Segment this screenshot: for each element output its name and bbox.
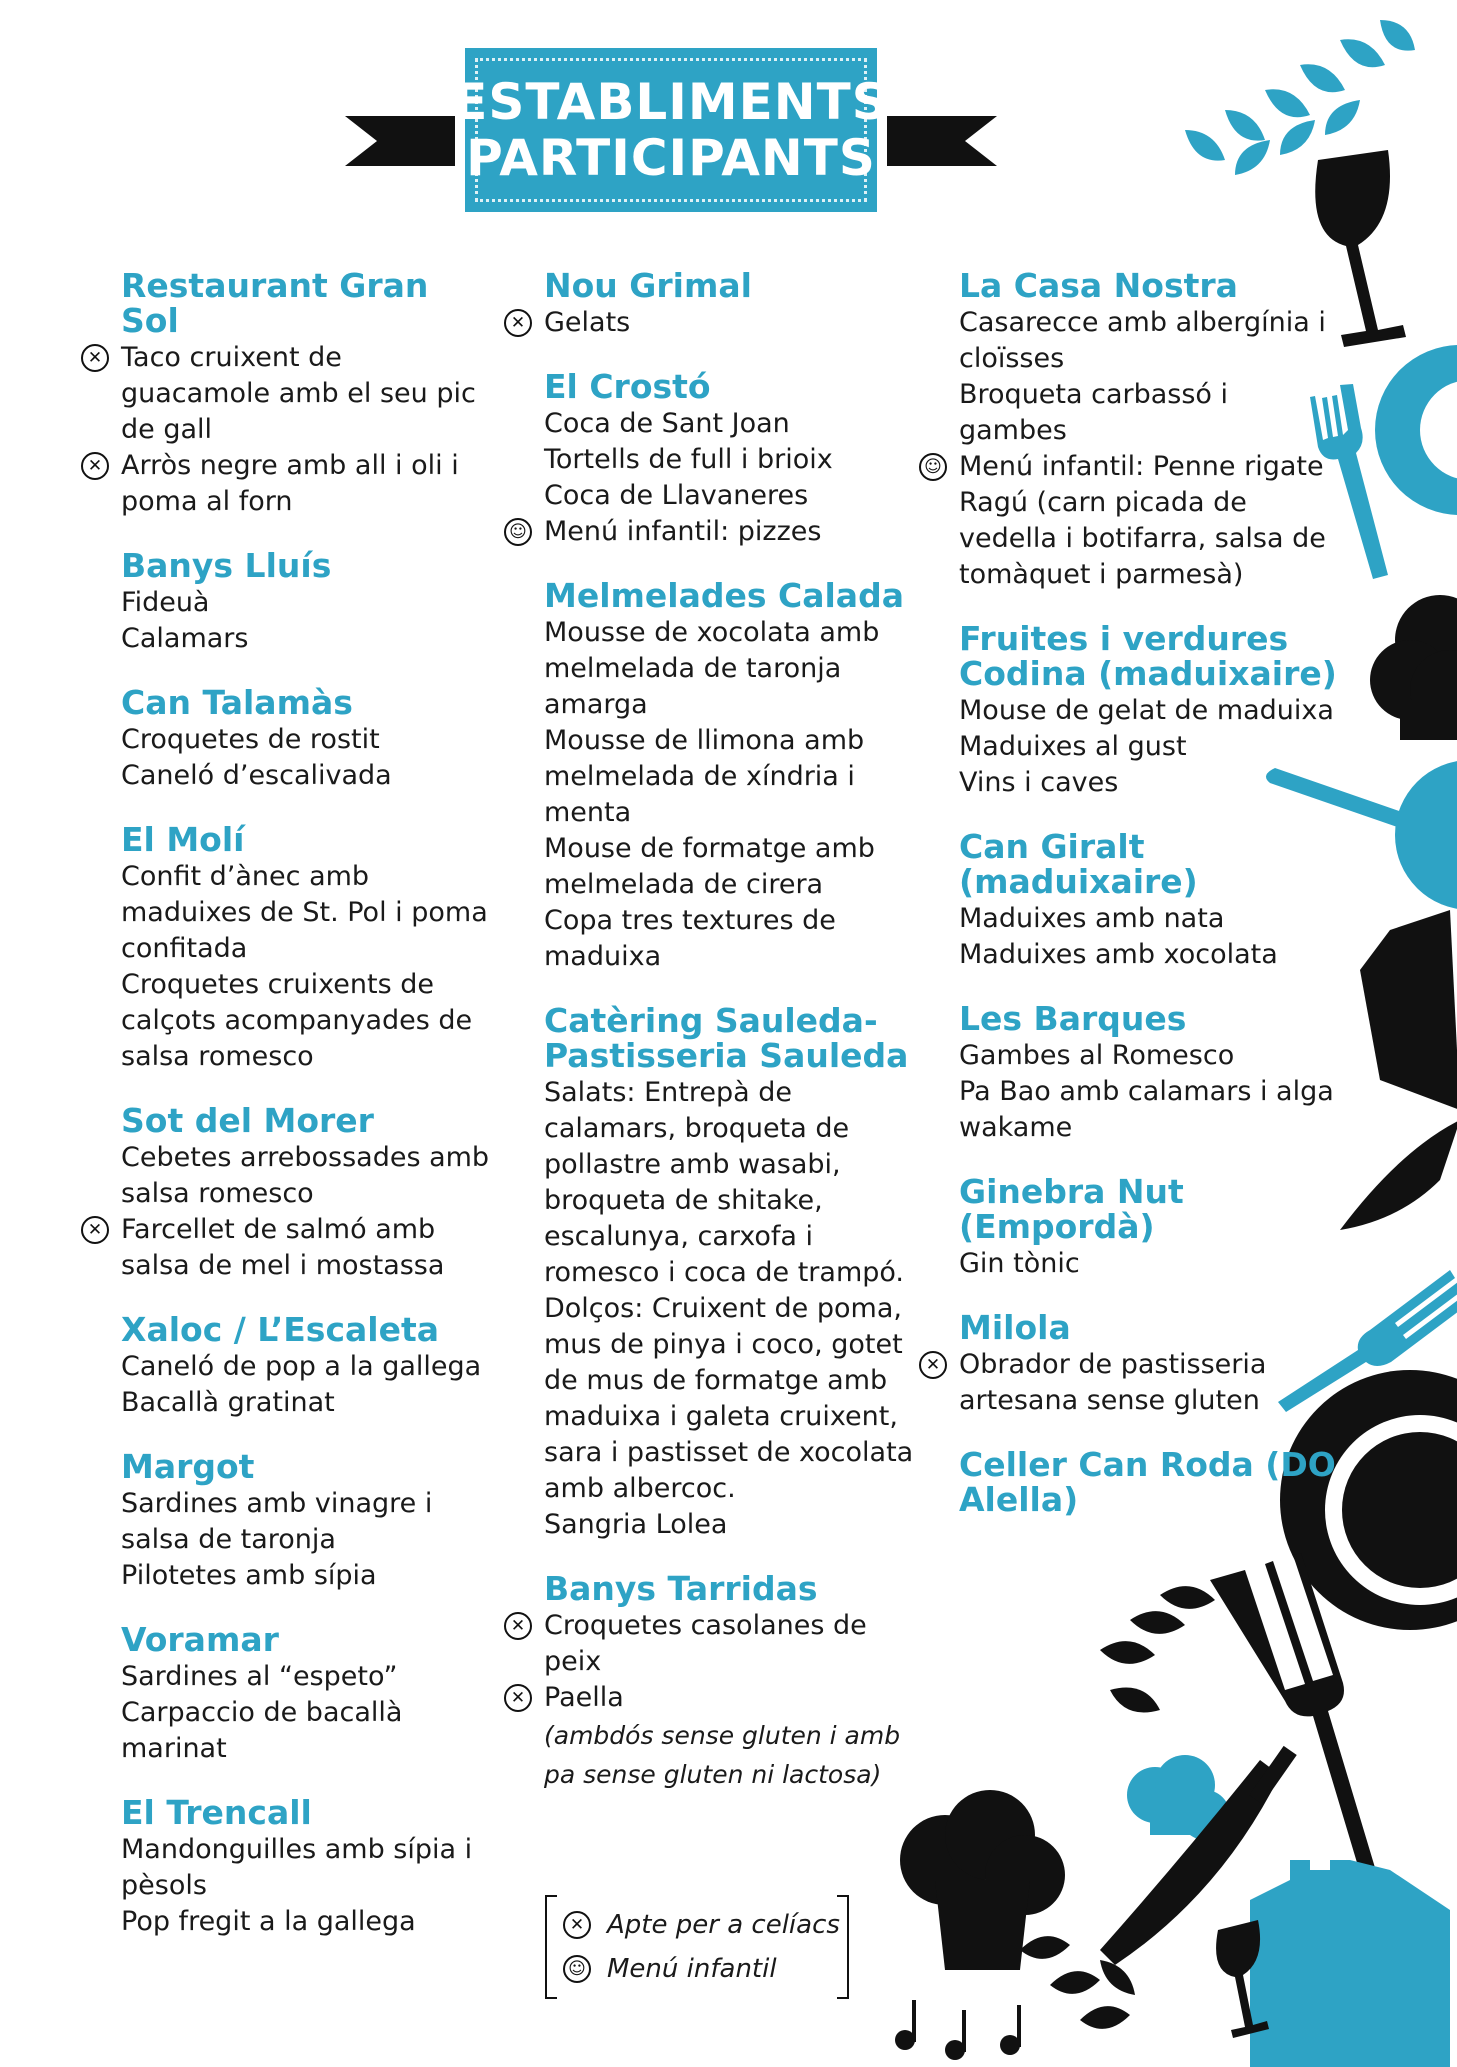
establishment-les-barques [959, 1001, 1339, 1146]
menu-item [959, 693, 1339, 729]
establishment-name: Banys Tarridas [544, 1569, 818, 1608]
establishment-note: (ambdós sense gluten i amb pa sense gluten ni lactosa) [544, 1721, 901, 1789]
establishment-voramar [121, 1622, 491, 1767]
menu-item-text: Mouse de gelat de maduixa [959, 695, 1334, 726]
menu-item [544, 478, 926, 514]
menu-item-text: Pa Bao amb calamars i alga wakame [959, 1076, 1334, 1143]
menu-item [121, 1486, 491, 1558]
chef-hat-icon [1370, 595, 1457, 740]
menu-item-text: Cebetes arrebossades amb salsa romesco [121, 1142, 490, 1209]
establishment-celler-can-roda-do-alella [959, 1447, 1339, 1517]
menu-item-text: Croquetes de rostit [121, 724, 380, 755]
menu-item [959, 377, 1339, 449]
celiac-icon: ✕ [504, 309, 532, 337]
menu-item-text: Taco cruixent de guacamole amb el seu pic de gall [121, 342, 476, 445]
menu-item [121, 1832, 491, 1904]
menu-item [121, 1385, 491, 1421]
establishment-xaloc-l-escaleta [121, 1312, 491, 1421]
menu-item [87, 448, 491, 520]
establishment-nou-grimal [510, 266, 926, 341]
menu-item-text: Broqueta carbassó i gambes [959, 379, 1229, 446]
establishment-restaurant-gran-sol [87, 266, 491, 520]
menu-item-text: Fideuà [121, 587, 210, 618]
menu-item [121, 585, 491, 621]
menu-item-text: Gelats [544, 307, 631, 338]
establishment-name: Fruites i verdures Codina (maduixaire) [959, 619, 1337, 693]
menu-item-text: Croquetes cruixents de calçots acompanyades de salsa romesco [121, 969, 473, 1072]
menu-item [121, 859, 491, 967]
legend-celiac-label: Apte per a celíacs [607, 1910, 840, 1940]
menu-item [509, 514, 926, 550]
menu-item-text: Gambes al Romesco [959, 1040, 1235, 1071]
establishment-banys-tarridas [510, 1569, 926, 1794]
menu-item-text: Gin tònic [959, 1248, 1080, 1279]
establishment-can-talamas [121, 685, 491, 794]
menu-item-text: Caneló de pop a la gallega [121, 1351, 482, 1382]
menu-item [121, 1904, 491, 1940]
legend-kids-label: Menú infantil [607, 1954, 777, 1984]
menu-item-text: Salats: Entrepà de calamars, broqueta de pollastre amb wasabi, broqueta de shitake, escalunya, carxofa i romesco i coca de trampó. [544, 1077, 905, 1288]
establishment-name: Melmelades Calada [544, 576, 904, 615]
establishment-name: Voramar [121, 1620, 279, 1659]
menu-item-text: Coca de Sant Joan [544, 408, 790, 439]
establishment-name: Margot [121, 1447, 255, 1486]
establishment-name: Restaurant Gran Sol [121, 266, 429, 340]
menu-item [510, 1680, 926, 1716]
menu-item-text: Confit d’ànec amb maduixes de St. Pol i poma confitada [121, 861, 488, 964]
menu-item [544, 831, 926, 903]
menu-item-text: Coca de Llavaneres [544, 480, 809, 511]
celiac-icon: ✕ [563, 1911, 591, 1939]
establishment-el-trencall [121, 1795, 491, 1940]
kids-menu-icon: ☺ [563, 1955, 591, 1983]
establishment-name: Celler Can Roda (DO Alella) [959, 1445, 1336, 1519]
column-2 [509, 266, 926, 1822]
establishment-melmelades-calada [544, 578, 926, 975]
establishment-name: El Trencall [121, 1793, 312, 1832]
title-box [453, 48, 889, 212]
menu-item [121, 758, 491, 794]
establishment-margot [121, 1449, 491, 1594]
knife-icon [1340, 1120, 1457, 1230]
menu-item [924, 449, 1339, 593]
establishment-name: Les Barques [959, 999, 1187, 1038]
menu-item-text: Menú infantil: pizzes [544, 516, 822, 547]
menu-item [544, 1507, 926, 1543]
menu-item-text: Croquetes casolanes de peix [544, 1610, 867, 1677]
column-1 [87, 266, 491, 1968]
menu-item-text: Copa tres textures de maduixa [544, 905, 836, 972]
establishment-can-giralt-maduixaire [959, 829, 1339, 973]
establishment-name: Can Talamàs [121, 683, 353, 722]
establishment-el-crosto [509, 367, 926, 550]
menu-item [959, 901, 1339, 937]
menu-item-text: Pilotetes amb sípia [121, 1560, 377, 1591]
menu-item-text: Sardines al “espeto” [121, 1661, 398, 1692]
celiac-icon: ✕ [81, 1216, 109, 1244]
establishment-ginebra-nut-emporda [959, 1174, 1339, 1282]
menu-item-text: Maduixes amb nata [959, 903, 1225, 934]
page-title-line-2: PARTICIPANTS [466, 129, 876, 187]
menu-item-text: Mouse de formatge amb melmelada de cirera [544, 833, 875, 900]
menu-item [959, 1038, 1339, 1074]
establishment-name: El Molí [121, 820, 245, 859]
menu-item-text: Sardines amb vinagre i salsa de taronja [121, 1488, 433, 1555]
legend-celiac [569, 1909, 840, 1941]
menu-item [87, 1212, 491, 1284]
menu-item [121, 1695, 491, 1767]
ribbon-right [887, 116, 997, 166]
celiac-icon: ✕ [504, 1612, 532, 1640]
menu-item-text: Mandonguilles amb sípia i pèsols [121, 1834, 473, 1901]
menu-item-text: Arròs negre amb all i oli i poma al forn [121, 450, 459, 517]
establishment-milola [925, 1308, 1339, 1419]
menu-item [544, 406, 926, 442]
menu-item-text: Bacallà gratinat [121, 1387, 335, 1418]
menu-item [87, 340, 491, 448]
establishment-name: Xaloc / L’Escaleta [121, 1310, 440, 1349]
establishment-name: La Casa Nostra [959, 266, 1238, 305]
castle-icon [1250, 1860, 1450, 2067]
establishment-name: Banys Lluís [121, 546, 332, 585]
menu-item [121, 1659, 491, 1695]
menu-item [121, 621, 491, 657]
menu-item-text: Maduixes amb xocolata [959, 939, 1278, 970]
menu-item-text: Carpaccio de bacallà marinat [121, 1697, 403, 1764]
kids-menu-icon: ☺ [919, 453, 947, 481]
menu-item [544, 442, 926, 478]
legend-kids [568, 1953, 777, 1985]
menu-item [121, 1558, 491, 1594]
plate-icon [1375, 345, 1457, 515]
celiac-icon: ✕ [919, 1351, 947, 1379]
menu-item-text: Tortells de full i brioix [544, 444, 833, 475]
menu-item [959, 937, 1339, 973]
establishment-name: Catèring Sauleda-Pastisseria Sauleda [544, 1001, 909, 1075]
establishment-fruites-i-verdures-codina-maduixaire [959, 621, 1339, 801]
establishment-name: El Crostó [544, 367, 711, 406]
cheese-icon [1360, 910, 1457, 1110]
establishment-name: Milola [959, 1308, 1071, 1347]
celiac-icon: ✕ [504, 1684, 532, 1712]
title-banner [345, 32, 997, 228]
celiac-icon: ✕ [81, 344, 109, 372]
menu-item [544, 903, 926, 975]
menu-item [925, 1347, 1339, 1419]
menu-item-text: Menú infantil: Penne rigate Ragú (carn picada de vedella i botifarra, salsa de tomàquet i parmesà) [959, 451, 1326, 590]
menu-item-text: Farcellet de salmó amb salsa de mel i mostassa [121, 1214, 445, 1281]
establishment-name: Nou Grimal [544, 266, 752, 305]
menu-item [959, 1074, 1339, 1146]
legend [545, 1895, 849, 1999]
menu-item [121, 967, 491, 1075]
celiac-icon: ✕ [81, 452, 109, 480]
menu-item-text: Mousse de xocolata amb melmelada de taronja amarga [544, 617, 880, 720]
menu-item-text: Maduixes al gust [959, 731, 1187, 762]
menu-item [510, 1608, 926, 1680]
establishment-la-casa-nostra [924, 266, 1339, 593]
menu-item [544, 723, 926, 831]
wheat-leaves-icon [1100, 1586, 1215, 1712]
menu-item [544, 1291, 926, 1507]
menu-item [510, 305, 926, 341]
menu-item-text: Calamars [121, 623, 249, 654]
establishment-name: Ginebra Nut (Empordà) [959, 1172, 1184, 1246]
menu-item [544, 615, 926, 723]
establishment-el-moli [121, 822, 491, 1075]
menu-item-text: Mousse de llimona amb melmelada de xíndria i menta [544, 725, 865, 828]
establishment-catering-sauleda-pastisseria-sauleda [544, 1003, 926, 1543]
menu-item [959, 765, 1339, 801]
menu-item-text: Pop fregit a la gallega [121, 1906, 416, 1937]
kids-menu-icon: ☺ [504, 518, 532, 546]
ribbon-left [345, 116, 455, 166]
menu-item [121, 1140, 491, 1212]
menu-item-text: Vins i caves [959, 767, 1119, 798]
menu-item-text: Casarecce amb albergínia i cloïsses [959, 307, 1326, 374]
establishment-name: Sot del Morer [121, 1101, 374, 1140]
menu-item [959, 305, 1339, 377]
menu-item [959, 1246, 1339, 1282]
establishment-name: Can Giralt (maduixaire) [959, 827, 1198, 901]
menu-item-text: Caneló d’escalivada [121, 760, 392, 791]
menu-item-text: Obrador de pastisseria artesana sense gluten [959, 1349, 1267, 1416]
menu-item-text: Paella [544, 1682, 624, 1713]
menu-item-text: Sangria Lolea [544, 1509, 728, 1540]
establishment-banys-lluis [121, 548, 491, 657]
menu-item [959, 729, 1339, 765]
column-3 [924, 266, 1339, 1545]
establishment-sot-del-morer [87, 1101, 491, 1284]
menu-item-text: Dolços: Cruixent de poma, mus de pinya i coco, gotet de mus de formatge amb maduixa i galeta cruixent, sara i pastisset de xocolata amb albercoc. [544, 1293, 914, 1504]
menu-item [121, 1349, 491, 1385]
music-notes-icon [895, 2000, 1021, 2060]
menu-item [544, 1075, 926, 1291]
page-title-line-1: ESTABLIMENTS [453, 73, 889, 131]
menu-item [121, 722, 491, 758]
